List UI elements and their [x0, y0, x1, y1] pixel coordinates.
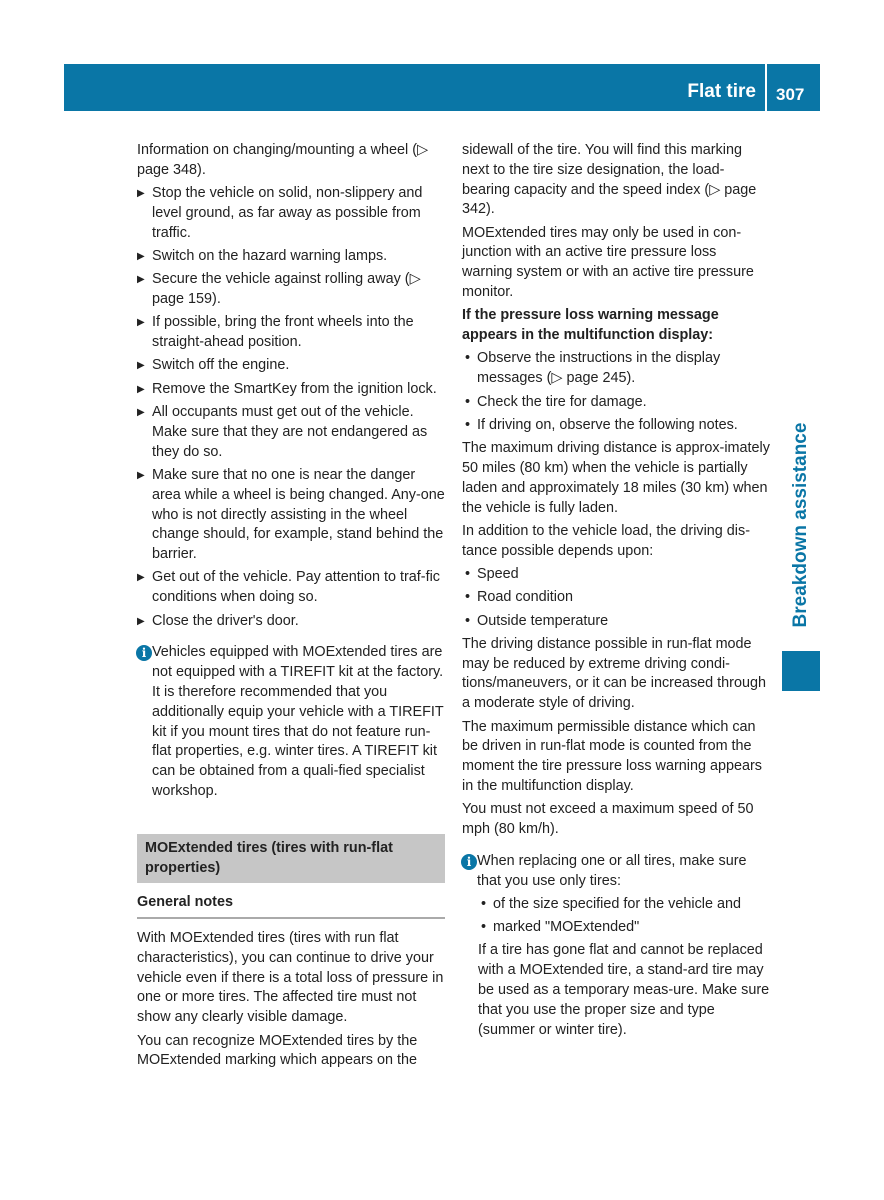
instruction-step — [137, 247, 445, 267]
text: Secure the vehicle against rolling away (▷ page 159). — [152, 271, 421, 308]
text: Make sure that no one is near the danger area while a wheel is being changed. Any-one who is not directly assisting in the wheel change should, for example, stand behind the barrier. — [152, 466, 445, 563]
instruction-step — [137, 313, 445, 353]
paragraph — [462, 141, 770, 220]
text: Information on changing/mounting a wheel (▷ page 348). — [137, 142, 429, 178]
subsection-heading — [137, 893, 445, 919]
text: When replacing one or all tires, make sure that you use only tires: — [477, 852, 747, 889]
text: Switch on the hazard warning lamps. — [152, 247, 388, 264]
text: Stop the vehicle on solid, non-slippery and level ground, as far away as possible from traffic. — [152, 185, 423, 241]
bullet-item — [462, 612, 770, 632]
bullet-item — [462, 416, 770, 436]
paragraph — [137, 141, 445, 181]
text: You must not exceed a maximum speed of 50 mph (80 km/h). — [462, 801, 754, 837]
text: Get out of the vehicle. Pay attention to traf-fic conditions when doing so. — [152, 569, 440, 606]
text: If possible, bring the front wheels into the straight-ahead position. — [152, 314, 414, 351]
instruction-step — [137, 403, 445, 462]
bullet-item — [462, 565, 770, 585]
text: Observe the instructions in the display messages (▷ page 245). — [477, 350, 721, 387]
text: MOExtended tires (tires with run-flat properties) — [145, 839, 393, 876]
text: In addition to the vehicle load, the driving dis-tance possible depends upon: — [462, 522, 750, 559]
instruction-step — [137, 380, 445, 400]
chapter-tab-label: Breakdown assistance — [790, 422, 811, 628]
left-column — [137, 141, 445, 1075]
chapter-tab-marker — [782, 651, 820, 691]
text: Road condition — [477, 589, 574, 606]
text: Remove the SmartKey from the ignition lock. — [152, 380, 437, 397]
bullet-item — [462, 349, 770, 389]
section-title: Flat tire — [687, 81, 756, 102]
header-bar — [64, 64, 820, 111]
text: All occupants must get out of the vehicle. Make sure that they are not endangered as they do so. — [152, 404, 428, 460]
text: of the size specified for the vehicle and — [493, 895, 741, 912]
text: Vehicles equipped with MOExtended tires are not equipped with a TIREFIT kit at the factory. It is therefore recommended that you additionally equip your vehicle with a TIREFIT kit if you mount tires that do not feature run-flat properties, e.g. winter tires. A TIREFIT kit can be obtained from a quali-fied specialist workshop. — [152, 644, 444, 799]
sub-bullet-item — [478, 918, 770, 938]
info-icon: i — [136, 645, 152, 661]
instruction-step — [137, 356, 445, 376]
instruction-step — [137, 568, 445, 608]
bullet-item — [462, 588, 770, 608]
right-column — [462, 141, 770, 1044]
paragraph — [137, 1032, 445, 1072]
text: marked "MOExtended" — [493, 919, 640, 936]
text: Outside temperature — [477, 612, 609, 629]
text: The maximum driving distance is approx-imately 50 miles (80 km) when the vehicle is partially laden and approximately 18 miles (30 km) when the vehicle is fully laden. — [462, 440, 770, 516]
paragraph — [462, 522, 770, 562]
header-divider — [765, 64, 767, 111]
sub-bullet-item — [478, 895, 770, 915]
indented-paragraph — [478, 941, 770, 1040]
paragraph — [137, 929, 445, 1028]
text: Close the driver's door. — [152, 612, 299, 629]
paragraph — [462, 800, 770, 840]
text: With MOExtended tires (tires with run flat characteristics), you can continue to drive your vehicle even if there is a total loss of pressure in one or more tires. The affected tire must not show any clearly visible damage. — [137, 930, 444, 1026]
text: If a tire has gone flat and cannot be replaced with a MOExtended tire, a stand-ard tire may be used as a temporary meas-ure. Make sure that you use the proper size and type (summer or winter tire). — [478, 942, 770, 1038]
paragraph — [462, 224, 770, 303]
info-icon: i — [461, 854, 477, 870]
bold-heading — [462, 306, 770, 346]
page-number: 307 — [776, 85, 805, 104]
instruction-step — [137, 466, 445, 565]
text: If driving on, observe the following notes. — [477, 416, 738, 433]
text: The driving distance possible in run-flat mode may be reduced by extreme driving condi-tions/maneuvers, or it can be increased through a moderate style of driving. — [462, 635, 766, 712]
text: The maximum permissible distance which can be driven in run-flat mode is counted from the moment the tire pressure loss warning appears in the multifunction display. — [462, 718, 762, 794]
instruction-step — [137, 612, 445, 632]
info-note — [462, 852, 770, 892]
text: sidewall of the tire. You will find this marking next to the tire size designation, the load-bearing capacity and the speed index (▷ page 342). — [462, 142, 757, 218]
paragraph — [462, 439, 770, 518]
paragraph — [462, 718, 770, 797]
instruction-step — [137, 184, 445, 243]
section-heading — [137, 834, 445, 884]
text: You can recognize MOExtended tires by the MOExtended marking which appears on the — [137, 1032, 418, 1069]
text: If the pressure loss warning message appears in the multifunction display: — [462, 307, 719, 344]
chapter-tab — [778, 410, 824, 640]
instruction-step — [137, 270, 445, 310]
text: General notes — [137, 894, 233, 911]
text: MOExtended tires may only be used in con-junction with an active tire pressure loss warning system or with an active tire pressure monitor. — [462, 224, 754, 301]
paragraph — [462, 635, 770, 714]
info-note — [137, 643, 445, 801]
text: Speed — [477, 565, 519, 582]
text: Check the tire for damage. — [477, 393, 647, 410]
text: Switch off the engine. — [152, 357, 290, 374]
bullet-item — [462, 393, 770, 413]
